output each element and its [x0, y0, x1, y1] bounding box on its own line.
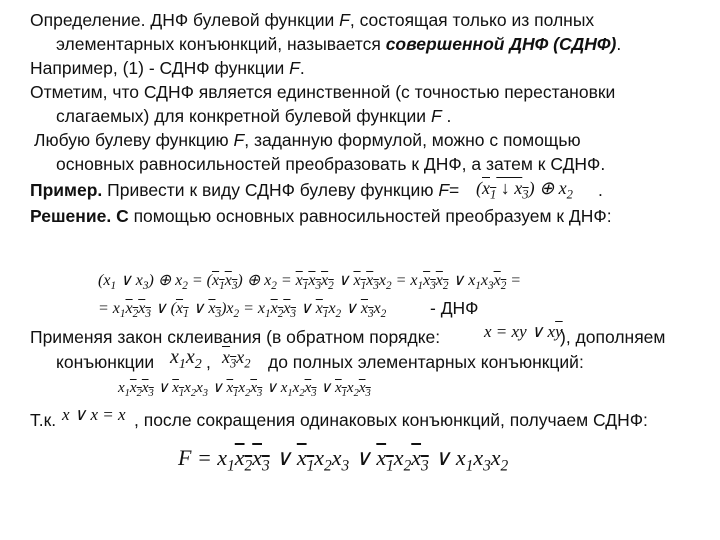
uniqueness-line-2: слагаемых) для конкретной булевой функции F . [56, 106, 452, 126]
definition-line-1: Определение. ДНФ булевой функции F, состоящая только из полных [30, 10, 595, 30]
any-function-line-2: основных равносильностей преобразовать к ДНФ, а затем к СДНФ. [56, 154, 606, 174]
derivation-line-2: = $x_1x_2x_3$ ∨ ($x_1$ ∨ $x_3)x_2 = x_1x_2x_3$ ∨ $x_1x_2$ ∨ $x_3x_2$ [98, 300, 387, 321]
conjunction-2: $x_3x_2$ [222, 347, 251, 371]
sdnf-result-formula: $F = x_1x_2x_3$ ∨ $x_1x_2x_3$ ∨ $x_1x_2x_3$ ∨ $x_1x_3x_2$ [178, 445, 509, 475]
gluing-law-formula: x = xy ∨ $x\overline{y}$ [484, 322, 563, 341]
definition-term: Определение [30, 10, 141, 30]
sdnf-term: совершенной ДНФ (СДНФ) [385, 34, 617, 54]
gluing-line-1: Применяя закон склеивания (в обратном порядке: [30, 327, 441, 347]
solution-line: Решение. С помощью основных равносильностей преобразуем к ДНФ: [30, 206, 612, 226]
idempotent-formula: x ∨ x = x [62, 405, 126, 424]
gluing-line-2-label: конъюнкции [56, 352, 155, 372]
conjunction-1: $x_1x_2$ [170, 346, 202, 372]
since-label: Т.к. [30, 410, 57, 430]
task-line: Пример. Привести к виду СДНФ булеву функцию F= [30, 180, 460, 200]
since-text: , после сокращения одинаковых конъюнкций, получаем СДНФ: [134, 410, 648, 430]
example-line: Например, (1) - СДНФ функции F. [30, 58, 305, 78]
dnf-label: - ДНФ [430, 298, 479, 318]
gluing-line-2-end: до полных элементарных конъюнкций: [268, 352, 584, 372]
any-function-line-1: Любую булеву функцию F, заданную формулой, можно с помощью [34, 130, 581, 150]
task-formula: ($x_1$ ↓ $x_3$) ⊕ $x_2$ [476, 178, 573, 202]
full-conjunctions: $x_1x_2x_3$ ∨ $x_1x_2x_3$ ∨ $x_1x_2x_3$ ∨ $x_1x_2x_3$ ∨ $x_1x_2x_3$ [118, 380, 371, 399]
derivation-line-1: ($x_1$ ∨ $x_3$) ⊕ $x_2 = (x_1x_3)$ ⊕ $x_2 = x_1x_3x_2$ ∨ $x_1x_3x_2 = x_1x_3x_2$ ∨ $x_1x_3x_2$ = [98, 272, 522, 293]
uniqueness-line-1: Отметим, что СДНФ является единственной (с точностью перестановки [30, 82, 616, 102]
definition-line-2: элементарных конъюнкций, называется совершенной ДНФ (СДНФ). [56, 34, 622, 54]
